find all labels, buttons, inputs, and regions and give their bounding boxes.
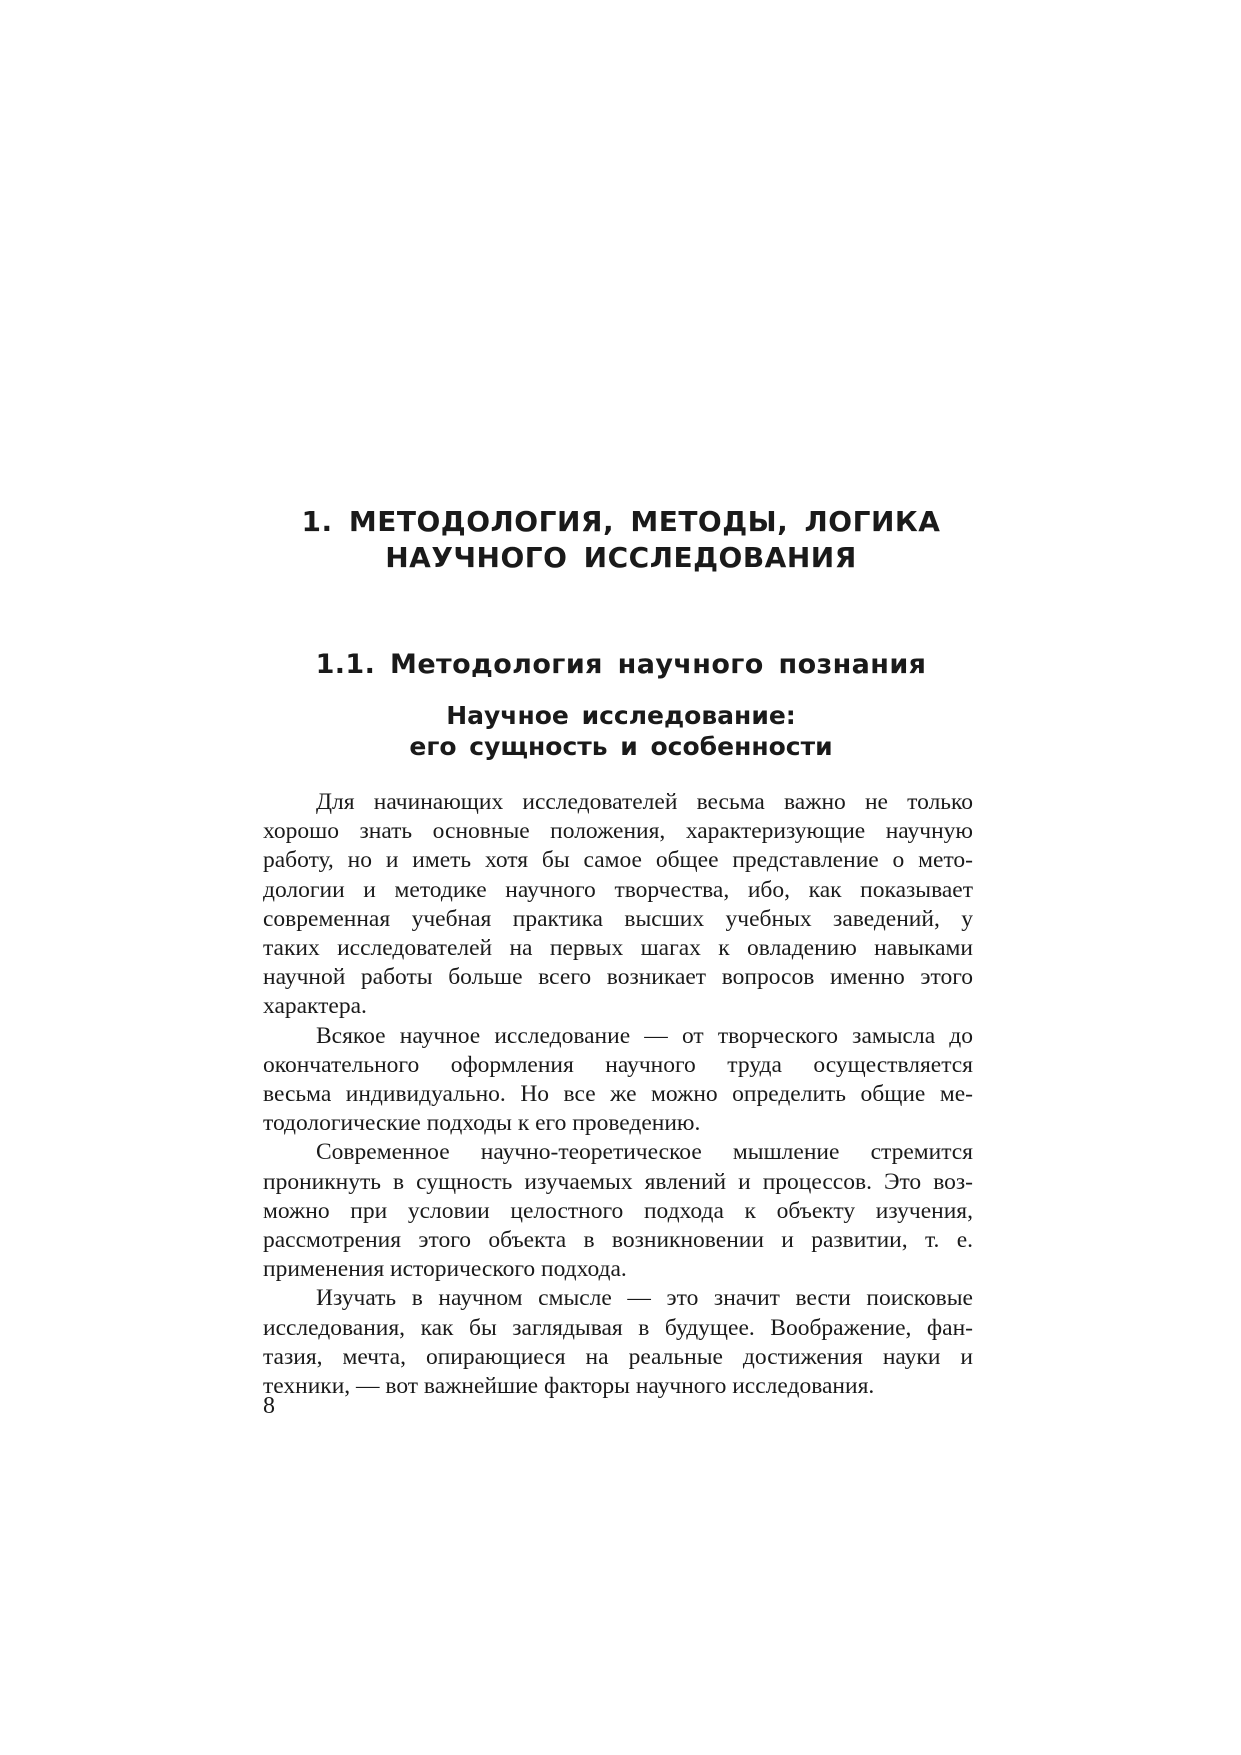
page-number: 8 [263, 1393, 275, 1419]
subsection-title-line-1: Научное исследование: [446, 701, 796, 730]
text-line: Всякое научное исследование — от творческого замысла до [316, 1022, 973, 1049]
body-text [263, 788, 973, 1401]
text-line: окончательного оформления научного труда осуществляется [263, 1051, 973, 1078]
text-line: современная учебная практика высших учебных заведений, у [263, 905, 973, 932]
text-line: можно при условии целостного подхода к объекту изучения, [263, 1197, 973, 1224]
text-line: проникнуть в сущность изучаемых явлений и процессов. Это воз- [263, 1168, 973, 1195]
text-line: рассмотрения этого объекта в возникновении и развитии, т. е. [263, 1227, 973, 1254]
text-line: тодологические подходы к его проведению. [263, 1110, 701, 1137]
chapter-title-line-1: 1. МЕТОДОЛОГИЯ, МЕТОДЫ, ЛОГИКА [301, 505, 941, 538]
text-line: Для начинающих исследователей весьма важно не только [316, 789, 973, 815]
text-line: работу, но и иметь хотя бы самое общее представление о мето- [263, 847, 973, 874]
chapter-title [260, 504, 982, 576]
text-line: исследования, как бы заглядывая в будущее. Воображение, фан- [263, 1314, 973, 1341]
paragraph-1 [263, 788, 973, 1022]
text-line: научной работы больше всего возникает вопросов именно этого [263, 964, 973, 991]
paragraph-4 [263, 1284, 973, 1401]
subsection-title [260, 700, 982, 762]
text-line: хорошо знать основные положения, характеризующие научную [263, 818, 973, 845]
text-line: техники, — вот важнейшие факторы научного исследования. [263, 1373, 875, 1400]
subsection-title-line-2: его сущность и особенности [409, 732, 833, 761]
text-line: Изучать в научном смысле — это значит вести поисковые [316, 1285, 973, 1312]
section-title: 1.1. Методология научного познания [315, 649, 927, 680]
paragraph-2 [263, 1022, 973, 1139]
text-line: таких исследователей на первых шагах к овладению навыками [263, 935, 973, 962]
chapter-title-line-2: НАУЧНОГО ИССЛЕДОВАНИЯ [385, 541, 857, 574]
text-line: тазия, мечта, опирающиеся на реальные достижения науки и [263, 1343, 973, 1370]
paragraph-3 [263, 1138, 973, 1284]
text-line: характера. [263, 993, 367, 1020]
text-line: Современное научно-теоретическое мышление стремится [316, 1139, 973, 1166]
text-line: применения исторического подхода. [263, 1256, 627, 1283]
text-line: весьма индивидуально. Но все же можно определить общие ме- [263, 1081, 973, 1108]
text-line: дологии и методике научного творчества, ибо, как показывает [263, 876, 973, 903]
